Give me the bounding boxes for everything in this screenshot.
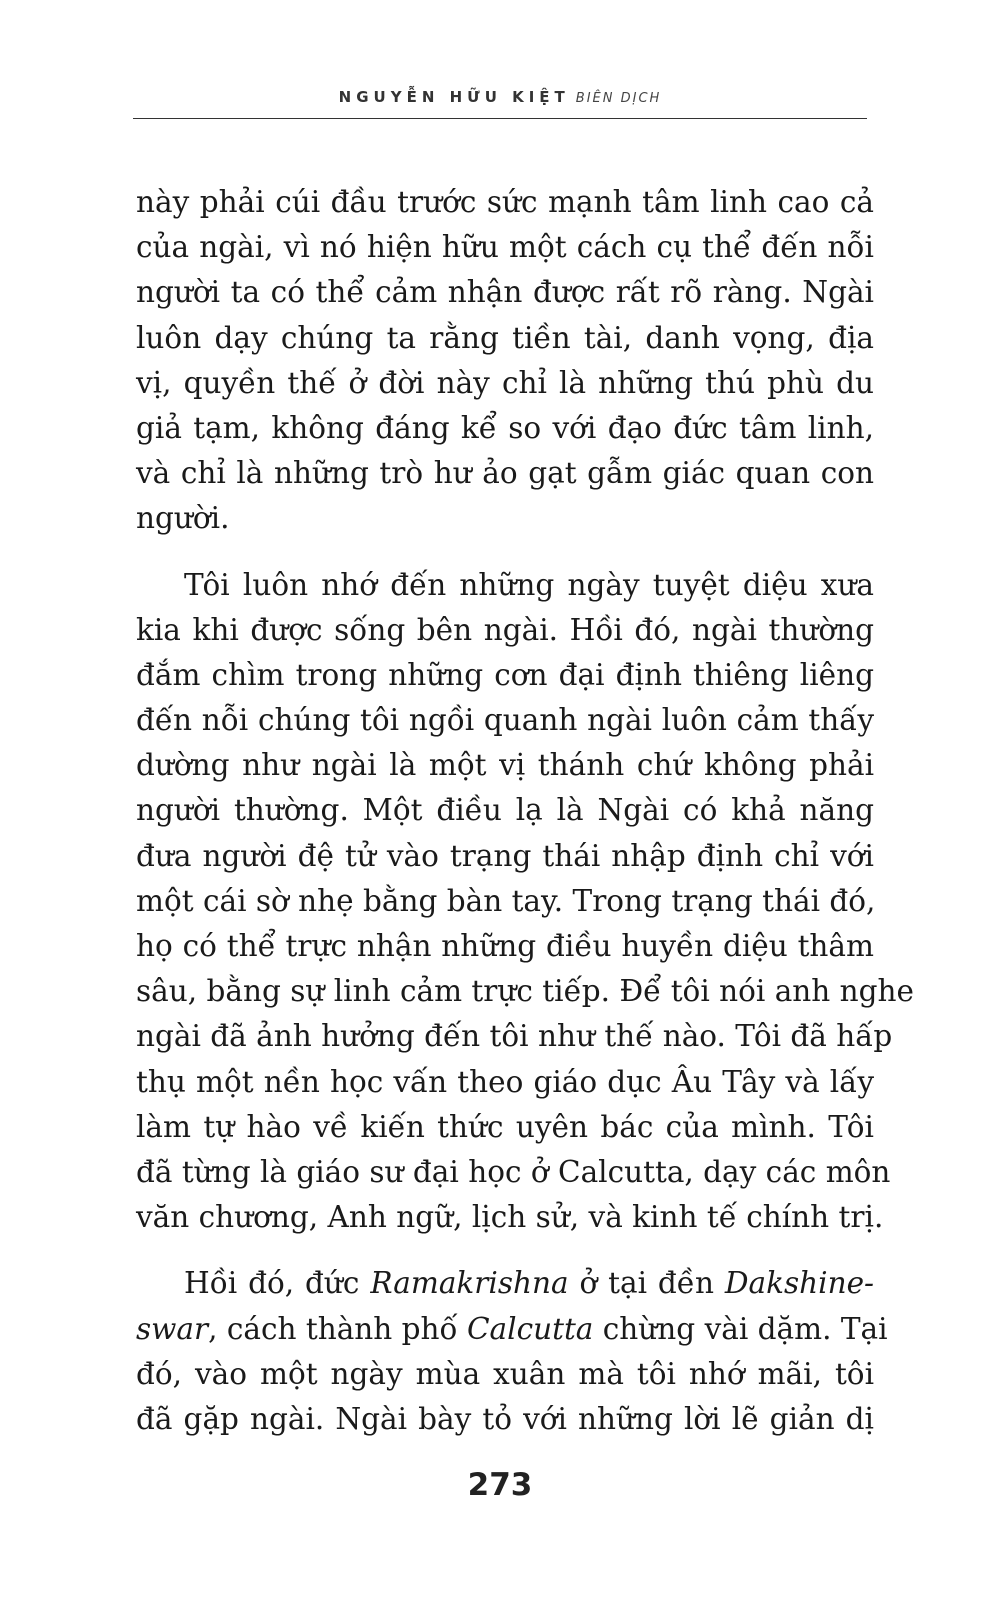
text-line: thụ một nền học vấn theo giáo dục Âu Tây và lấy: [136, 1064, 874, 1099]
text-line: một cái sờ nhẹ bằng bàn tay. Trong trạng thái đó,: [136, 883, 876, 918]
text-line: đắm chìm trong những cơn đại định thiêng liêng: [136, 657, 874, 692]
text-line: luôn dạy chúng ta rằng tiền tài, danh vọng, địa: [136, 320, 874, 355]
italic-name: Ramakrishna: [370, 1266, 569, 1301]
header-author: NGUYỄN HỮU KIỆT: [338, 88, 570, 106]
text-line: người thường. Một điều lạ là Ngài có khả năng: [136, 793, 874, 828]
text-line: và chỉ là những trò hư ảo gạt gẫm giác quan con: [136, 456, 874, 491]
text-line: dường như ngài là một vị thánh chứ không phải: [136, 748, 874, 783]
text-line: người ta có thể cảm nhận được rất rõ ràng. Ngài: [136, 275, 874, 310]
italic-name: Dakshine-: [724, 1266, 874, 1301]
header-divider: [133, 118, 867, 119]
text-line: giả tạm, không đáng kể so với đạo đức tâm linh,: [136, 410, 874, 445]
text-line: đưa người đệ tử vào trạng thái nhập định chỉ với: [136, 838, 874, 873]
paragraph-1: [136, 180, 874, 542]
text-line: vị, quyền thế ở đời này chỉ là những thú phù du: [136, 365, 874, 400]
text-line: đã từng là giáo sư đại học ở Calcutta, dạy các môn: [136, 1154, 891, 1189]
text-line: của ngài, vì nó hiện hữu một cách cụ thể đến nỗi: [136, 230, 874, 265]
text-run: , cách thành phố: [208, 1311, 467, 1346]
text-run: chừng vài dặm. Tại: [593, 1311, 888, 1346]
italic-name: swar: [136, 1311, 209, 1346]
text-line: làm tự hào về kiến thức uyên bác của mình. Tôi: [136, 1109, 874, 1144]
text-line: ngài đã ảnh hưởng đến tôi như thế nào. Tôi đã hấp: [136, 1019, 893, 1054]
text-line: kia khi được sống bên ngài. Hồi đó, ngài thường: [136, 612, 874, 647]
running-header: [133, 86, 867, 110]
text-run: ở tại đền: [568, 1266, 725, 1301]
text-line: người.: [136, 501, 230, 536]
text-run: Hồi đó, đức: [184, 1266, 371, 1301]
page-number: 273: [467, 1467, 533, 1503]
text-line: Tôi luôn nhớ đến những ngày tuyệt diệu xưa: [184, 567, 874, 602]
text-line: họ có thể trực nhận những điều huyền diệu thâm: [136, 929, 874, 963]
text-line: sâu, bằng sự linh cảm trực tiếp. Để tôi nói anh nghe: [136, 974, 915, 1009]
paragraph-3: [136, 1261, 888, 1442]
paragraph-2: [136, 563, 915, 1241]
italic-name: Calcutta: [466, 1311, 594, 1346]
text-line: này phải cúi đầu trước sức mạnh tâm linh cao cả: [136, 185, 874, 219]
header-role: BIÊN DỊCH: [575, 91, 662, 106]
text-line: [136, 1307, 888, 1352]
text-line: đã gặp ngài. Ngài bày tỏ với những lời lẽ giản dị: [136, 1401, 874, 1436]
text-line: đó, vào một ngày mùa xuân mà tôi nhớ mãi, tôi: [136, 1356, 874, 1391]
text-line: [136, 1261, 874, 1306]
text-line: văn chương, Anh ngữ, lịch sử, và kinh tế chính trị.: [136, 1200, 884, 1235]
body-text: [136, 180, 915, 1442]
text-line: đến nỗi chúng tôi ngồi quanh ngài luôn cảm thấy: [136, 703, 874, 738]
